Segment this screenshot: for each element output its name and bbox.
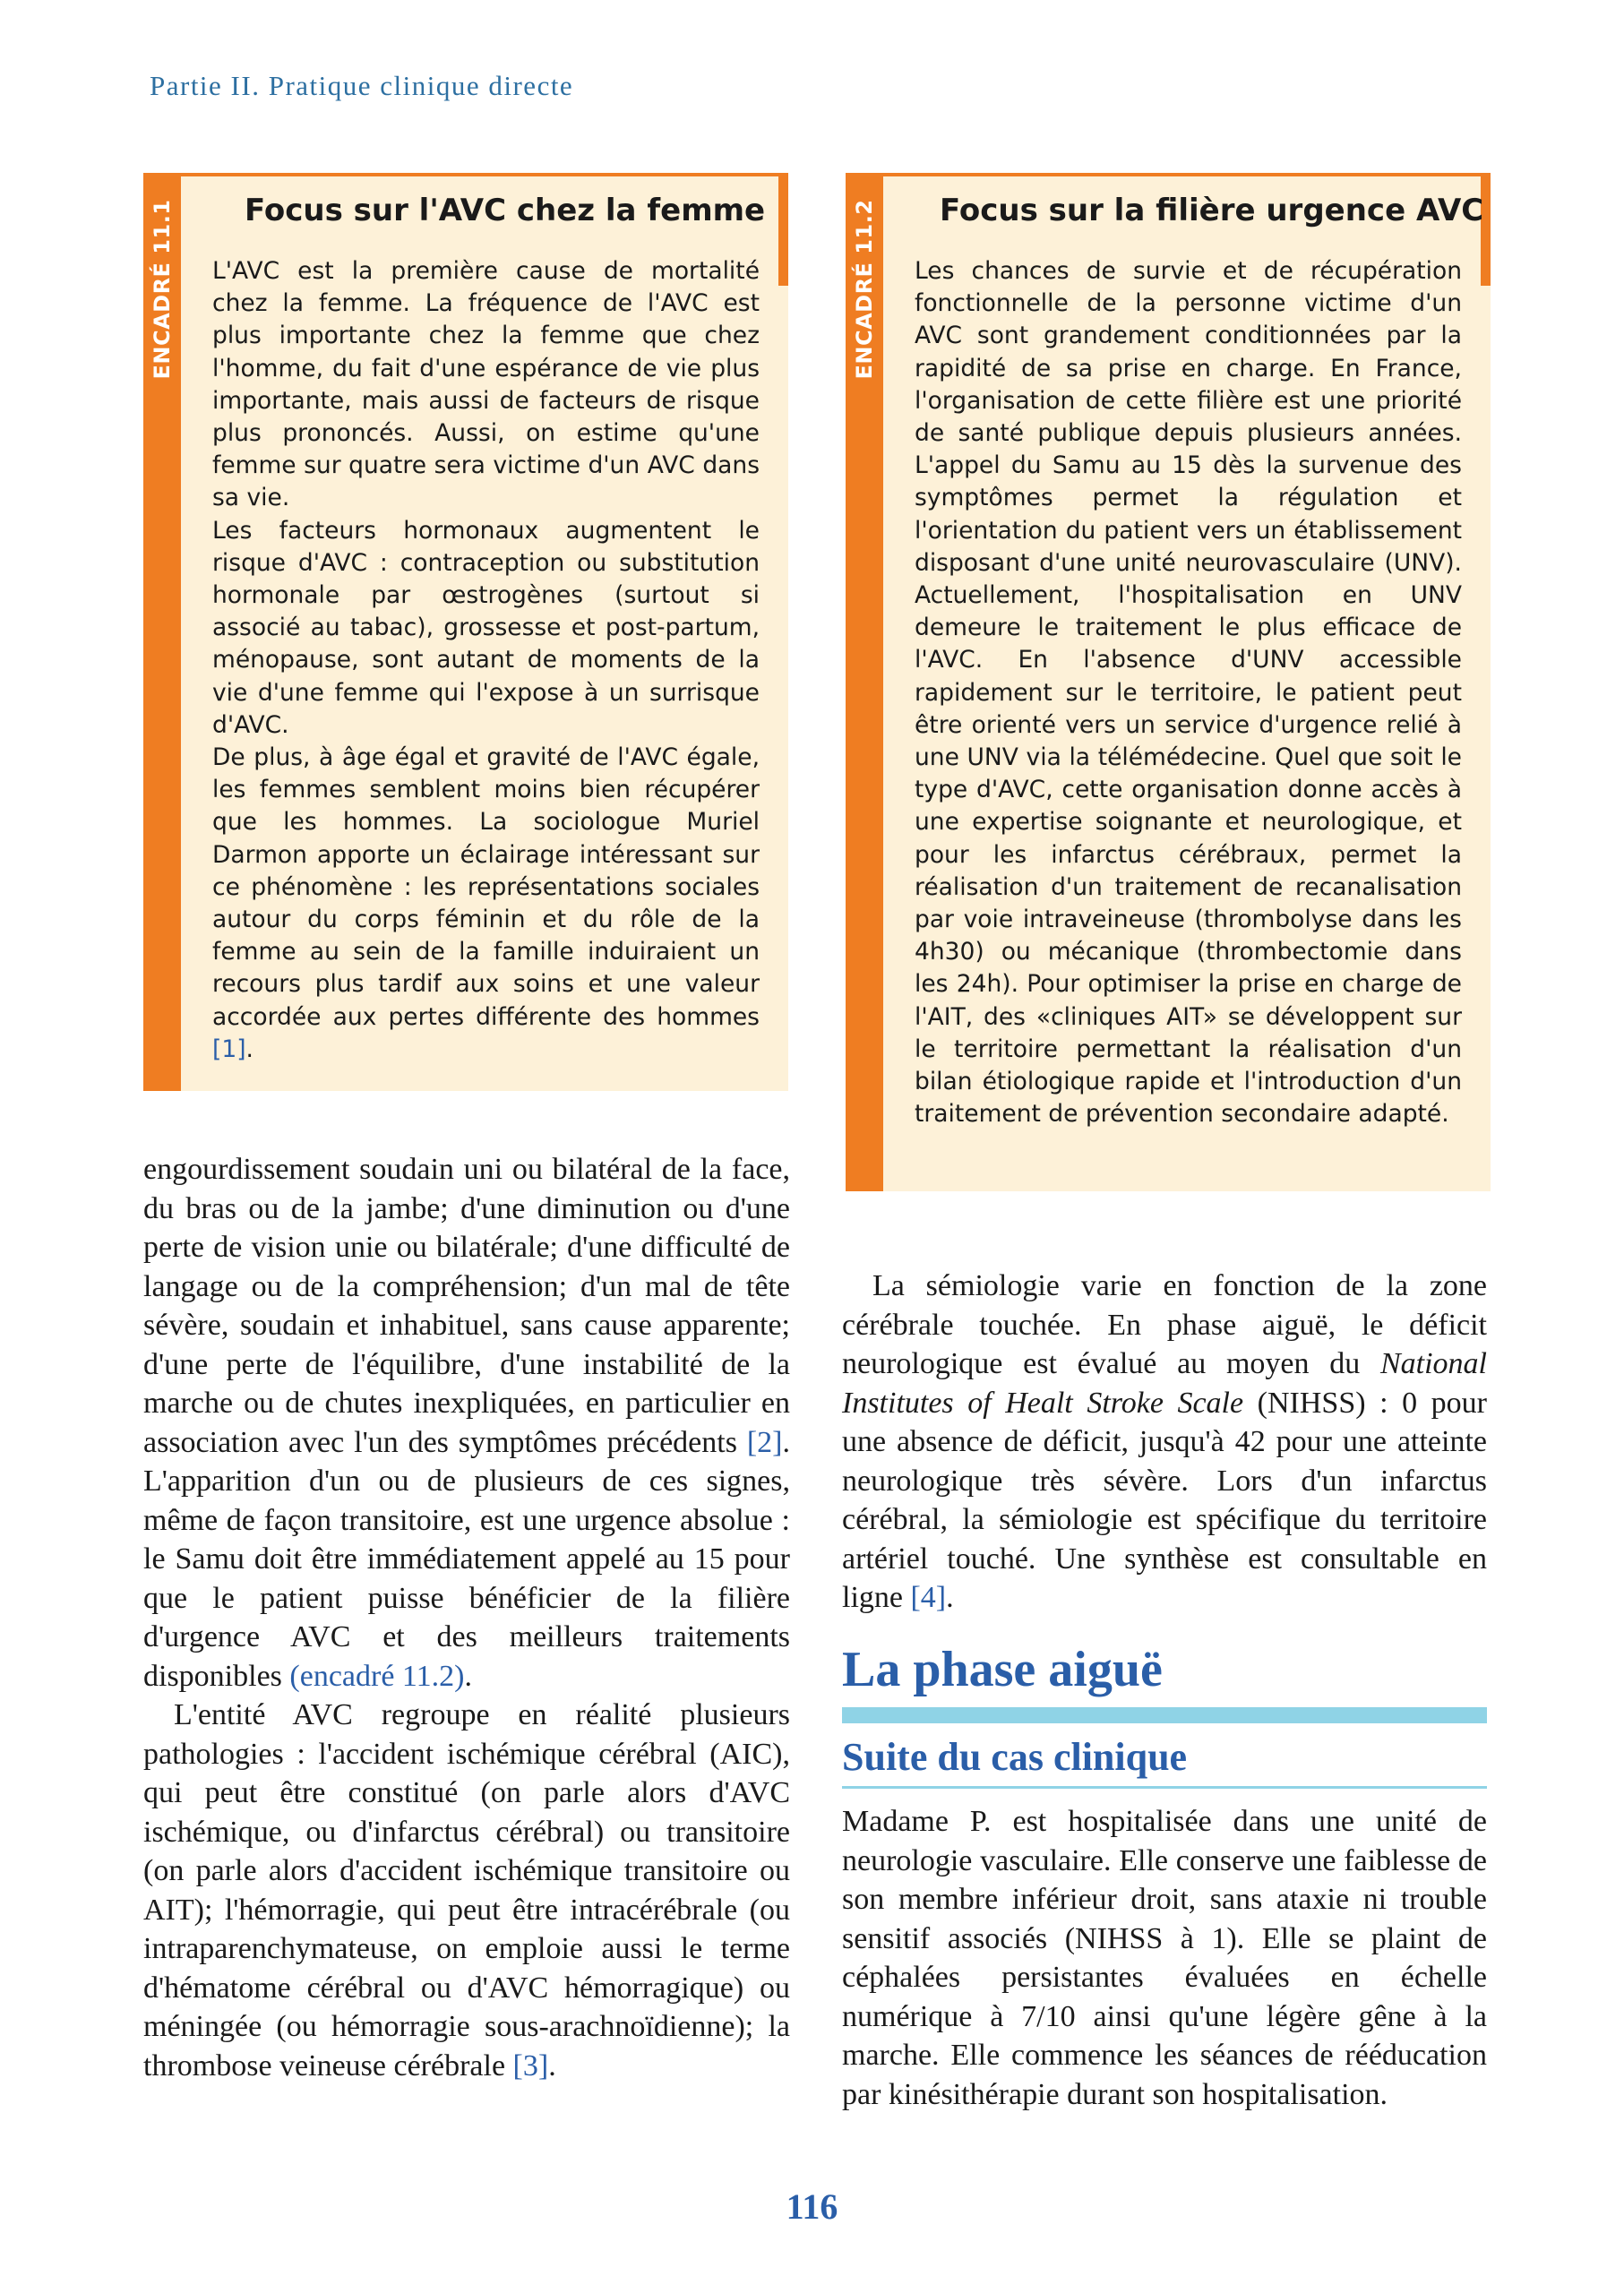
box-title: Focus sur la filière urgence AVC bbox=[940, 193, 1484, 228]
subsection-heading-rule bbox=[842, 1786, 1487, 1789]
body-text: . L'apparition d'un ou de plusieurs de ces signes, même de façon transitoire, est une urgence absolue : le Samu doit être immédiatement appelé au 15 pour que le patient puisse bénéficier de la filière d'urgence AVC et des meilleurs traitements disponibles bbox=[143, 1425, 790, 1693]
body-text: (NIHSS) : 0 pour une absence de déficit, jusqu'à 42 pour une atteinte neurologique très sévère. Lors d'un infarctus cérébral, la sémiologie est spécifique du territoire artériel touché. Une synthèse est consultable en ligne bbox=[842, 1386, 1487, 1614]
citation-link[interactable]: [2] bbox=[746, 1425, 783, 1459]
left-column bbox=[143, 1150, 790, 2085]
box-paragraph: Les chances de survie et de récupération fonctionnelle de la personne victime d'un AVC sont grandement conditionnées par la rapidité de sa prise en charge. En France, l'organisation de cette filière est une priorité de santé publique depuis plusieurs années. L'appel du Samu au 15 dès la survenue des symptômes permet la régulation et l'orientation du patient vers un établissement disposant d'une unité neurovasculaire (UNV). Actuellement, l'hospitalisation en UNV demeure le traitement le plus efficace de l'AVC. En l'absence d'UNV accessible rapidement sur le territoire, le patient peut être orienté vers un service d'urgence relié à une UNV via la télémédecine. Quel que soit le type d'AVC, cette organisation donne accès à une expertise soignante et neurologique, et pour les infarctus cérébraux, permet la réalisation d'un traitement de recanalisation par voie intraveineuse (thrombolyse dans les 4h30) ou mécanique (thrombectomie dans les 24h). Pour optimiser la prise en charge de l'AIT, des «cliniques AIT» se développent sur le territoire permettant la réalisation d'un bilan étiologique rapide et l'introduction d'un traitement de prévention secondaire adapté. bbox=[915, 257, 1462, 1129]
box-body bbox=[915, 255, 1462, 1130]
sidebar-box-11-1 bbox=[143, 173, 788, 1091]
box-tab-label: ENCADRÉ 11.2 bbox=[852, 199, 877, 380]
punctuation: . bbox=[946, 1581, 954, 1614]
sidebar-box-11-2 bbox=[846, 173, 1491, 1191]
page-number: 116 bbox=[786, 2186, 838, 2227]
body-text: engourdissement soudain uni ou bilatéral de la face, du bras ou de la jambe; d'une diminution ou d'une perte de vision unie ou bilatérale; d'une difficulté de langage ou de la compréhension; d'un mal de tête sévère, soudain et inhabituel, sans cause apparente; d'une perte de l'équilibre, d'une instabilité de la marche ou de chutes inexpliquées, en particulier en association avec l'un des symptômes précédents bbox=[143, 1153, 790, 1459]
box-tab bbox=[846, 173, 883, 1191]
box-reference-link[interactable]: (encadré 11.2) bbox=[289, 1659, 465, 1693]
punctuation: . bbox=[245, 1035, 253, 1063]
box-corner-accent bbox=[1481, 173, 1491, 286]
right-column-case bbox=[842, 1802, 1487, 2114]
running-head: Partie II. Pratique clinique directe bbox=[150, 70, 574, 101]
box-tab bbox=[143, 173, 181, 1091]
box-corner-accent bbox=[778, 173, 788, 286]
scale-name: National Institutes of Healt Stroke Scale bbox=[842, 1347, 1487, 1420]
body-text: L'entité AVC regroupe en réalité plusieurs pathologies : l'accident ischémique cérébral (AIC), qui peut être constitué (on parle alors d'AVC ischémique, ou d'infarctus cérébral) ou transitoire (on parle alors d'accident ischémique transitoire ou AIT); l'hémorragie, qui peut être intracérébrale (ou intraparenchymateuse, on emploie aussi le terme d'hématome cérébral ou d'AVC hémorragique) ou méningée (ou hémorragie sous-arachnoïdienne); la thrombose veineuse cérébrale bbox=[143, 1698, 790, 2083]
box-paragraph: Les facteurs hormonaux augmentent le risque d'AVC : contraception ou substitution hormonale par œstrogènes (surtout si associé au tabac), grossesse et post-partum, ménopause, sont autant de moments de la vie d'une femme qui l'expose à un surrisque d'AVC. bbox=[212, 516, 760, 739]
section-heading: La phase aiguë bbox=[842, 1642, 1163, 1697]
box-paragraph-text: De plus, à âge égal et gravité de l'AVC égale, les femmes semblent moins bien récupérer que les hommes. La sociologue Muriel Darmon apporte un éclairage intéressant sur ce phénomène : les représentations sociales autour du corps féminin et du rôle de la femme au sein de la famille induiraient un recours plus tardif aux soins et une valeur accordée aux pertes différente des hommes bbox=[212, 743, 760, 1031]
box-paragraph: L'AVC est la première cause de mortalité chez la femme. La fréquence de l'AVC est plus importante chez la femme que chez l'homme, du fait d'une espérance de vie plus importante, mais aussi de facteurs de risque plus prononcés. Aussi, on estime qu'une femme sur quatre sera victime d'un AVC dans sa vie. bbox=[212, 257, 760, 512]
body-paragraph bbox=[842, 1267, 1487, 1618]
body-paragraph bbox=[143, 1696, 790, 2085]
right-column-top bbox=[842, 1267, 1487, 1618]
box-title: Focus sur l'AVC chez la femme bbox=[245, 193, 766, 228]
body-text: La sémiologie varie en fonction de la zone cérébrale touchée. En phase aiguë, le déficit neurologique est évalué au moyen du bbox=[842, 1269, 1487, 1380]
citation-link[interactable]: [4] bbox=[910, 1581, 947, 1614]
box-title-bar bbox=[181, 173, 788, 176]
box-title-bar bbox=[883, 173, 1491, 176]
punctuation: . bbox=[464, 1659, 472, 1693]
box-body bbox=[212, 255, 760, 1066]
case-paragraph: Madame P. est hospitalisée dans une unité de neurologie vasculaire. Elle conserve une faiblesse de son membre inférieur droit, sans ataxie ni trouble sensitif associés (NIHSS à 1). Elle se plaint de céphalées persistantes évaluées en échelle numérique à 7/10 ainsi qu'une légère gêne à la marche. Elle commence les séances de rééducation par kinésithérapie durant son hospitalisation. bbox=[842, 1805, 1487, 2111]
box-paragraph bbox=[212, 742, 760, 1066]
citation-link[interactable]: [3] bbox=[512, 2048, 549, 2083]
box-tab-label: ENCADRÉ 11.1 bbox=[150, 199, 175, 380]
citation-link[interactable]: [1] bbox=[212, 1035, 246, 1063]
punctuation: . bbox=[548, 2048, 556, 2083]
section-heading-rule bbox=[842, 1707, 1487, 1723]
body-paragraph bbox=[143, 1150, 790, 1696]
subsection-heading: Suite du cas clinique bbox=[842, 1735, 1188, 1779]
